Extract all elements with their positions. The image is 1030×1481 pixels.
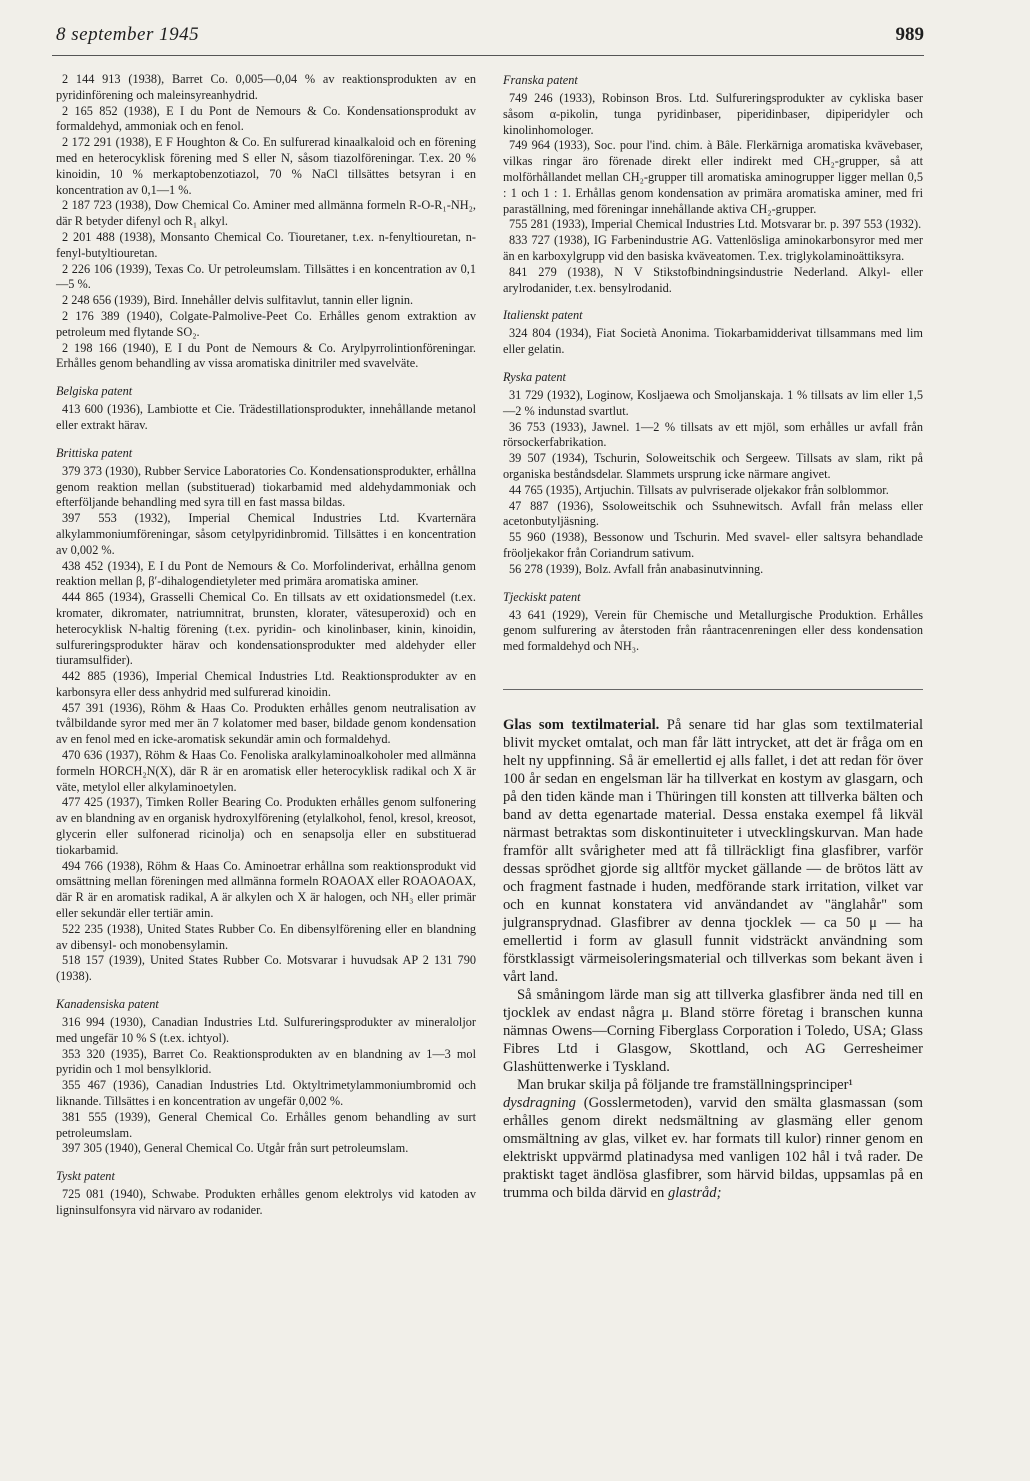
- section-heading-brittiska: Brittiska patent: [56, 445, 133, 460]
- article-title: Glas som textilmaterial.: [503, 716, 660, 733]
- article-text: På senare tid har glas som textilmaterial blivit mycket omtalat, och man får lätt intrycket, att det är fråga om en helt ny uppfinning. Så är emellertid ej alls fallet, i det att redan för över 100 år sedan en engelsman lär ha tillverkat en kostym av glasgarn, och på den tiden kände man i Thüringen till konsten att tillverka bälten och band av detta egenartade material. Dessa enstaka exempel få likväl närmast betraktas som diskontinuiteter i utvecklingskurvan. Man hade framför allt svårigheter med att få tillräckligt fina glasfibrer, varför dessas sprödhet gjorde sig alltför mycket gällande — de brötos lätt av och fragment fastnade i huden, medförande stark irritation, vilket var och en kunnat konstatera vid användandet av "änglahår" som julgransprydnad. Glasfibrer av denna tjocklek — ca 50 μ — ha emellertid i form av glasull funnit vidsträckt användning som förstklassigt värmeisoleringsmaterial och tillverkas som bekant även i vårt land.: [503, 716, 923, 985]
- patent-entry: 397 305 (1940), General Chemical Co. Utgår från surt petroleumslam.: [62, 1141, 409, 1156]
- article-term: dysdragning: [503, 1094, 576, 1111]
- patent-entry: 477 425 (1937), Timken Roller Bearing Co. Produkten erhålles genom sulfonering av en blandning av en organisk hydroxylförening (etylalkohol, fenol, kresol, kreosot, glycerin eller sulfonerad ricinolja) och en senapsolja eller en substituerad tiokarbamid.: [56, 795, 476, 857]
- article-glas-som-textilmaterial: [503, 716, 923, 1202]
- patent-entry: 31 729 (1932), Loginow, Kosljaewa och Smoljanskaja. 1 % tillsats av lim eller 1,5—2 % indunstad svartlut.: [503, 387, 923, 418]
- patent-entry: 379 373 (1930), Rubber Service Laboratories Co. Kondensationsprodukter, erhållna genom reaktion mellan (substituerad) tiokarbamid med aldehydammoniak och efterföljande behandling med syra till en fast massa bildas.: [56, 463, 476, 510]
- patent-entry: 397 553 (1932), Imperial Chemical Industries Ltd. Kvarternära alkylammoniumföreningar, såsom cetylpyridinbromid. Tillsättes i en koncentration av 0,002 %.: [56, 511, 476, 557]
- patent-entry: 355 467 (1936), Canadian Industries Ltd. Oktyltrimetylammoniumbromid och liknande. Tillsättes i en koncentration av ungefär 0,002 %.: [56, 1078, 476, 1109]
- patent-entry: 55 960 (1938), Bessonow und Tschurin. Med svavel- eller saltsyra behandlade fröoljekakor från Coriandrum sativum.: [503, 530, 923, 560]
- section-heading-tyskt: Tyskt patent: [56, 1169, 115, 1184]
- patent-entry: 2 226 106 (1939), Texas Co. Ur petroleumslam. Tillsättes i en koncentration av 0,1—5 %.: [56, 261, 476, 292]
- article-paragraph: Man brukar skilja på följande tre framställningsprinciper¹: [517, 1076, 853, 1093]
- patent-entry: 749 246 (1933), Robinson Bros. Ltd. Sulfureringsprodukter av cykliska baser såsom α-pikolin, tunga pyridinbaser, piperidinbaser, dipiperidyler och kinolinhomologer.: [503, 91, 923, 137]
- patent-entry: 47 887 (1936), Ssoloweitschik och Ssuhnewitsch. Avfall från melass eller acetonbutyljäsning.: [503, 498, 923, 529]
- section-heading-belgiska: Belgiska patent: [56, 384, 133, 399]
- patent-entry: 725 081 (1940), Schwabe. Produkten erhålles genom elektrolys vid katoden av ligninsulfonsyra vid närvaro av rodanider.: [56, 1187, 476, 1217]
- page-number: 989: [895, 24, 924, 45]
- patent-entry: 381 555 (1939), General Chemical Co. Erhålles genom behandling av surt petroleumslam.: [56, 1109, 476, 1140]
- patent-entry: 494 766 (1938), Röhm & Haas Co. Aminoetrar erhållna som reaktionsprodukt vid omsättning mellan föreningen med allmänna formeln ROAOAX eller ROAOAOAX, där R är en aromatisk radikal, A är alkylen och X är halogen, och NH₃ eller primär eller sekundär eller tertiär amin.: [56, 858, 476, 921]
- patent-entry: 324 804 (1934), Fiat Società Anonima. Tiokarbamidderivat tillsammans med lim eller gelatin.: [503, 326, 923, 357]
- header-date: 8 september 1945: [56, 24, 200, 45]
- patent-entry: 522 235 (1938), United States Rubber Co. En dibensylförening eller en blandning av dibensyl- och monobensylamin.: [56, 921, 476, 952]
- section-heading-kanadensiska: Kanadensiska patent: [56, 997, 159, 1012]
- patent-entry: 44 765 (1935), Artjuchin. Tillsats av pulvriserade oljekakor från solblommor.: [509, 482, 889, 497]
- patent-entry: 518 157 (1939), United States Rubber Co. Motsvarar i huvudsak AP 2 131 790 (1938).: [56, 953, 476, 984]
- article-term: glastråd;: [667, 1184, 722, 1201]
- article-divider: [503, 689, 923, 690]
- patent-entry: 43 641 (1929), Verein für Chemische und Metallurgische Produktion. Erhålles genom sulfurering av återstoden från råantracenreningen eller dess kondensation med formaldehyd och NH₃.: [503, 607, 923, 654]
- patent-entry: 353 320 (1935), Barret Co. Reaktionsprodukten av en blandning av 1—3 mol pyridin och 1 mol bensylklorid.: [56, 1046, 476, 1077]
- section-heading-tjeckiskt: Tjeckiskt patent: [503, 589, 581, 604]
- patent-entry: 2 165 852 (1938), E I du Pont de Nemours & Co. Kondensationsprodukt av formaldehyd, ammoniak och en fenol.: [56, 103, 476, 134]
- intro-entries: [56, 72, 476, 372]
- right-column: [503, 72, 923, 1202]
- patent-entry: 438 452 (1934), E I du Pont de Nemours & Co. Morfolinderivat, erhållna genom reaktion mellan β, β′-dihalogendietyleter med primära aromatiska aminer.: [56, 558, 476, 589]
- header-rule: [52, 55, 924, 56]
- article-text: (Gosslermetoden), varvid den smälta glasmassan (som erhålles genom direkt nedsmältning av glasmäng eller genom omsmältning av glas, vilket ev. har formats till kulor) rinner genom en elektriskt uppvärmd platinadysa med vanligen 102 hål i två rader. De praktiskt taget ändlösa glasfibrer, som härvid bildas, uppsamlas på en trumma och bilda därvid en: [503, 1094, 923, 1201]
- patent-entry: 2 198 166 (1940), E I du Pont de Nemours & Co. Arylpyrrolintionföreningar. Erhålles genom behandling av vissa aromatiska dinitriler med svavelväte.: [56, 340, 476, 371]
- patent-entry: 749 964 (1933), Soc. pour l'ind. chim. à Bâle. Flerkärniga aromatiska kvävebaser, vilkas ringar äro förenade direkt eller indirekt med CH₂-grupper, så att molförhållandet mellan CH₂-grupper till aromatiska aminogrupper ligger mellan 0,5 : 1 och 1 : 1. Erhållas genom kondensation av primära aromatiska aminer, med fri paraställning, med föreningar innehållande aktiva CH₂-grupper.: [503, 138, 923, 216]
- patent-entry: 2 201 488 (1938), Monsanto Chemical Co. Tiouretaner, t.ex. n-fenyltiouretan, n-fenyl-butyltiouretan.: [56, 229, 476, 260]
- patent-entry: 444 865 (1934), Grasselli Chemical Co. En tillsats av ett oxidationsmedel (t.ex. kromater, dikromater, natriumnitrat, brunsten, klorater, vätesuperoxid) och en heterocyklisk N-haltig förening (t.ex. pyridin- och kinolinbaser, kinin, kinoidin, sulfureringsprodukter härav och kondensationsprodukter med aldehyder eller tiuramsulfider).: [56, 590, 476, 668]
- section-heading-ryska: Ryska patent: [503, 369, 566, 384]
- patent-entry: 833 727 (1938), IG Farbenindustrie AG. Vattenlösliga aminokarbonsyror med mer än en karboxylgrupp vid den basiska kväveatomen. T.ex. triglykolaminoättiksyra.: [503, 233, 923, 263]
- patent-entry: 442 885 (1936), Imperial Chemical Industries Ltd. Reaktionsprodukter av en karbonsyra eller dess anhydrid med sulfurerad kinoidin.: [56, 669, 476, 699]
- left-column: [56, 72, 476, 1219]
- patent-entry: 470 636 (1937), Röhm & Haas Co. Fenoliska aralkylaminoalkoholer med allmänna formeln HORCH₂N(X), där R är en aromatisk eller heterocyklisk radikal och X är väte, metylol eller alkylaminoetylen.: [56, 748, 476, 794]
- patent-entry: 2 248 656 (1939), Bird. Innehåller delvis sulfitavlut, tannin eller lignin.: [62, 293, 414, 308]
- patent-entry: 2 172 291 (1938), E F Houghton & Co. En sulfurerad kinaalkaloid och en förening med en heterocyklisk förening med S eller N, såsom tiazolföreningar. T.ex. 20 % kinoidin, 10 % merkaptobenzotiazol, 70 % NaCl tillsättes betsyran i en koncentration av 0,1—1 %.: [56, 135, 476, 197]
- patent-entry: 36 753 (1933), Jawnel. 1—2 % tillsats av ett mjöl, som erhålles ur avfall från rörsockerfabrikation.: [503, 419, 923, 450]
- patent-entry: 2 144 913 (1938), Barret Co. 0,005—0,04 % av reaktionsprodukten av en pyridinförening och maleinsyreanhydrid.: [56, 72, 476, 102]
- section-heading-italienskt: Italienskt patent: [503, 308, 583, 323]
- patent-entry: 39 507 (1934), Tschurin, Soloweitschik och Sergeew. Tillsats av slam, rikt på organiska beståndsdelar. Slammets ursprung icke närmare angivet.: [503, 451, 923, 481]
- patent-entry: 316 994 (1930), Canadian Industries Ltd. Sulfureringsprodukter av mineraloljor med ungefär 10 % S (t.ex. ichtyol).: [56, 1015, 476, 1045]
- section-heading-franska: Franska patent: [503, 73, 578, 87]
- article-paragraph: [503, 716, 923, 986]
- patent-entry: 841 279 (1938), N V Stikstofbindningsindustrie Nederland. Alkyl- eller arylrodanider, t.ex. bensylrodanid.: [503, 264, 923, 295]
- patent-entry: 2 187 723 (1938), Dow Chemical Co. Aminer med allmänna formeln R-O-R₁-NH₂, där R betyder difenyl och R₁ alkyl.: [56, 198, 476, 229]
- patent-entry: 2 176 389 (1940), Colgate-Palmolive-Peet Co. Erhålles genom extraktion av petroleum med flytande SO₂.: [56, 308, 476, 339]
- patent-entry: 413 600 (1936), Lambiotte et Cie. Trädestillationsprodukter, innehållande metanol eller extrakt härav.: [56, 402, 476, 432]
- article-paragraph: [503, 1094, 923, 1202]
- article-paragraph: Så småningom lärde man sig att tillverka glasfibrer ända ned till en tjocklek av endast några μ. Bland större företag i branschen kunna nämnas Owens—Corning Fiberglass Corporation i Toledo, USA; Glass Fibres Ltd i Glasgow, Skottland, och AG Gerresheimer Glashüttenwerke i Tyskland.: [503, 986, 923, 1075]
- patent-entry: 56 278 (1939), Bolz. Avfall från anabasinutvinning.: [509, 561, 764, 576]
- patent-entry: 457 391 (1936), Röhm & Haas Co. Produkten erhålles genom neutralisation av tvålbildande syror med mer än 7 kolatomer med baser, bildade genom kondensation av en fenol med en icke-aromatisk sekundär amin och formaldehyd.: [56, 700, 476, 747]
- patent-entry: 755 281 (1933), Imperial Chemical Industries Ltd. Motsvarar br. p. 397 553 (1932).: [509, 217, 922, 232]
